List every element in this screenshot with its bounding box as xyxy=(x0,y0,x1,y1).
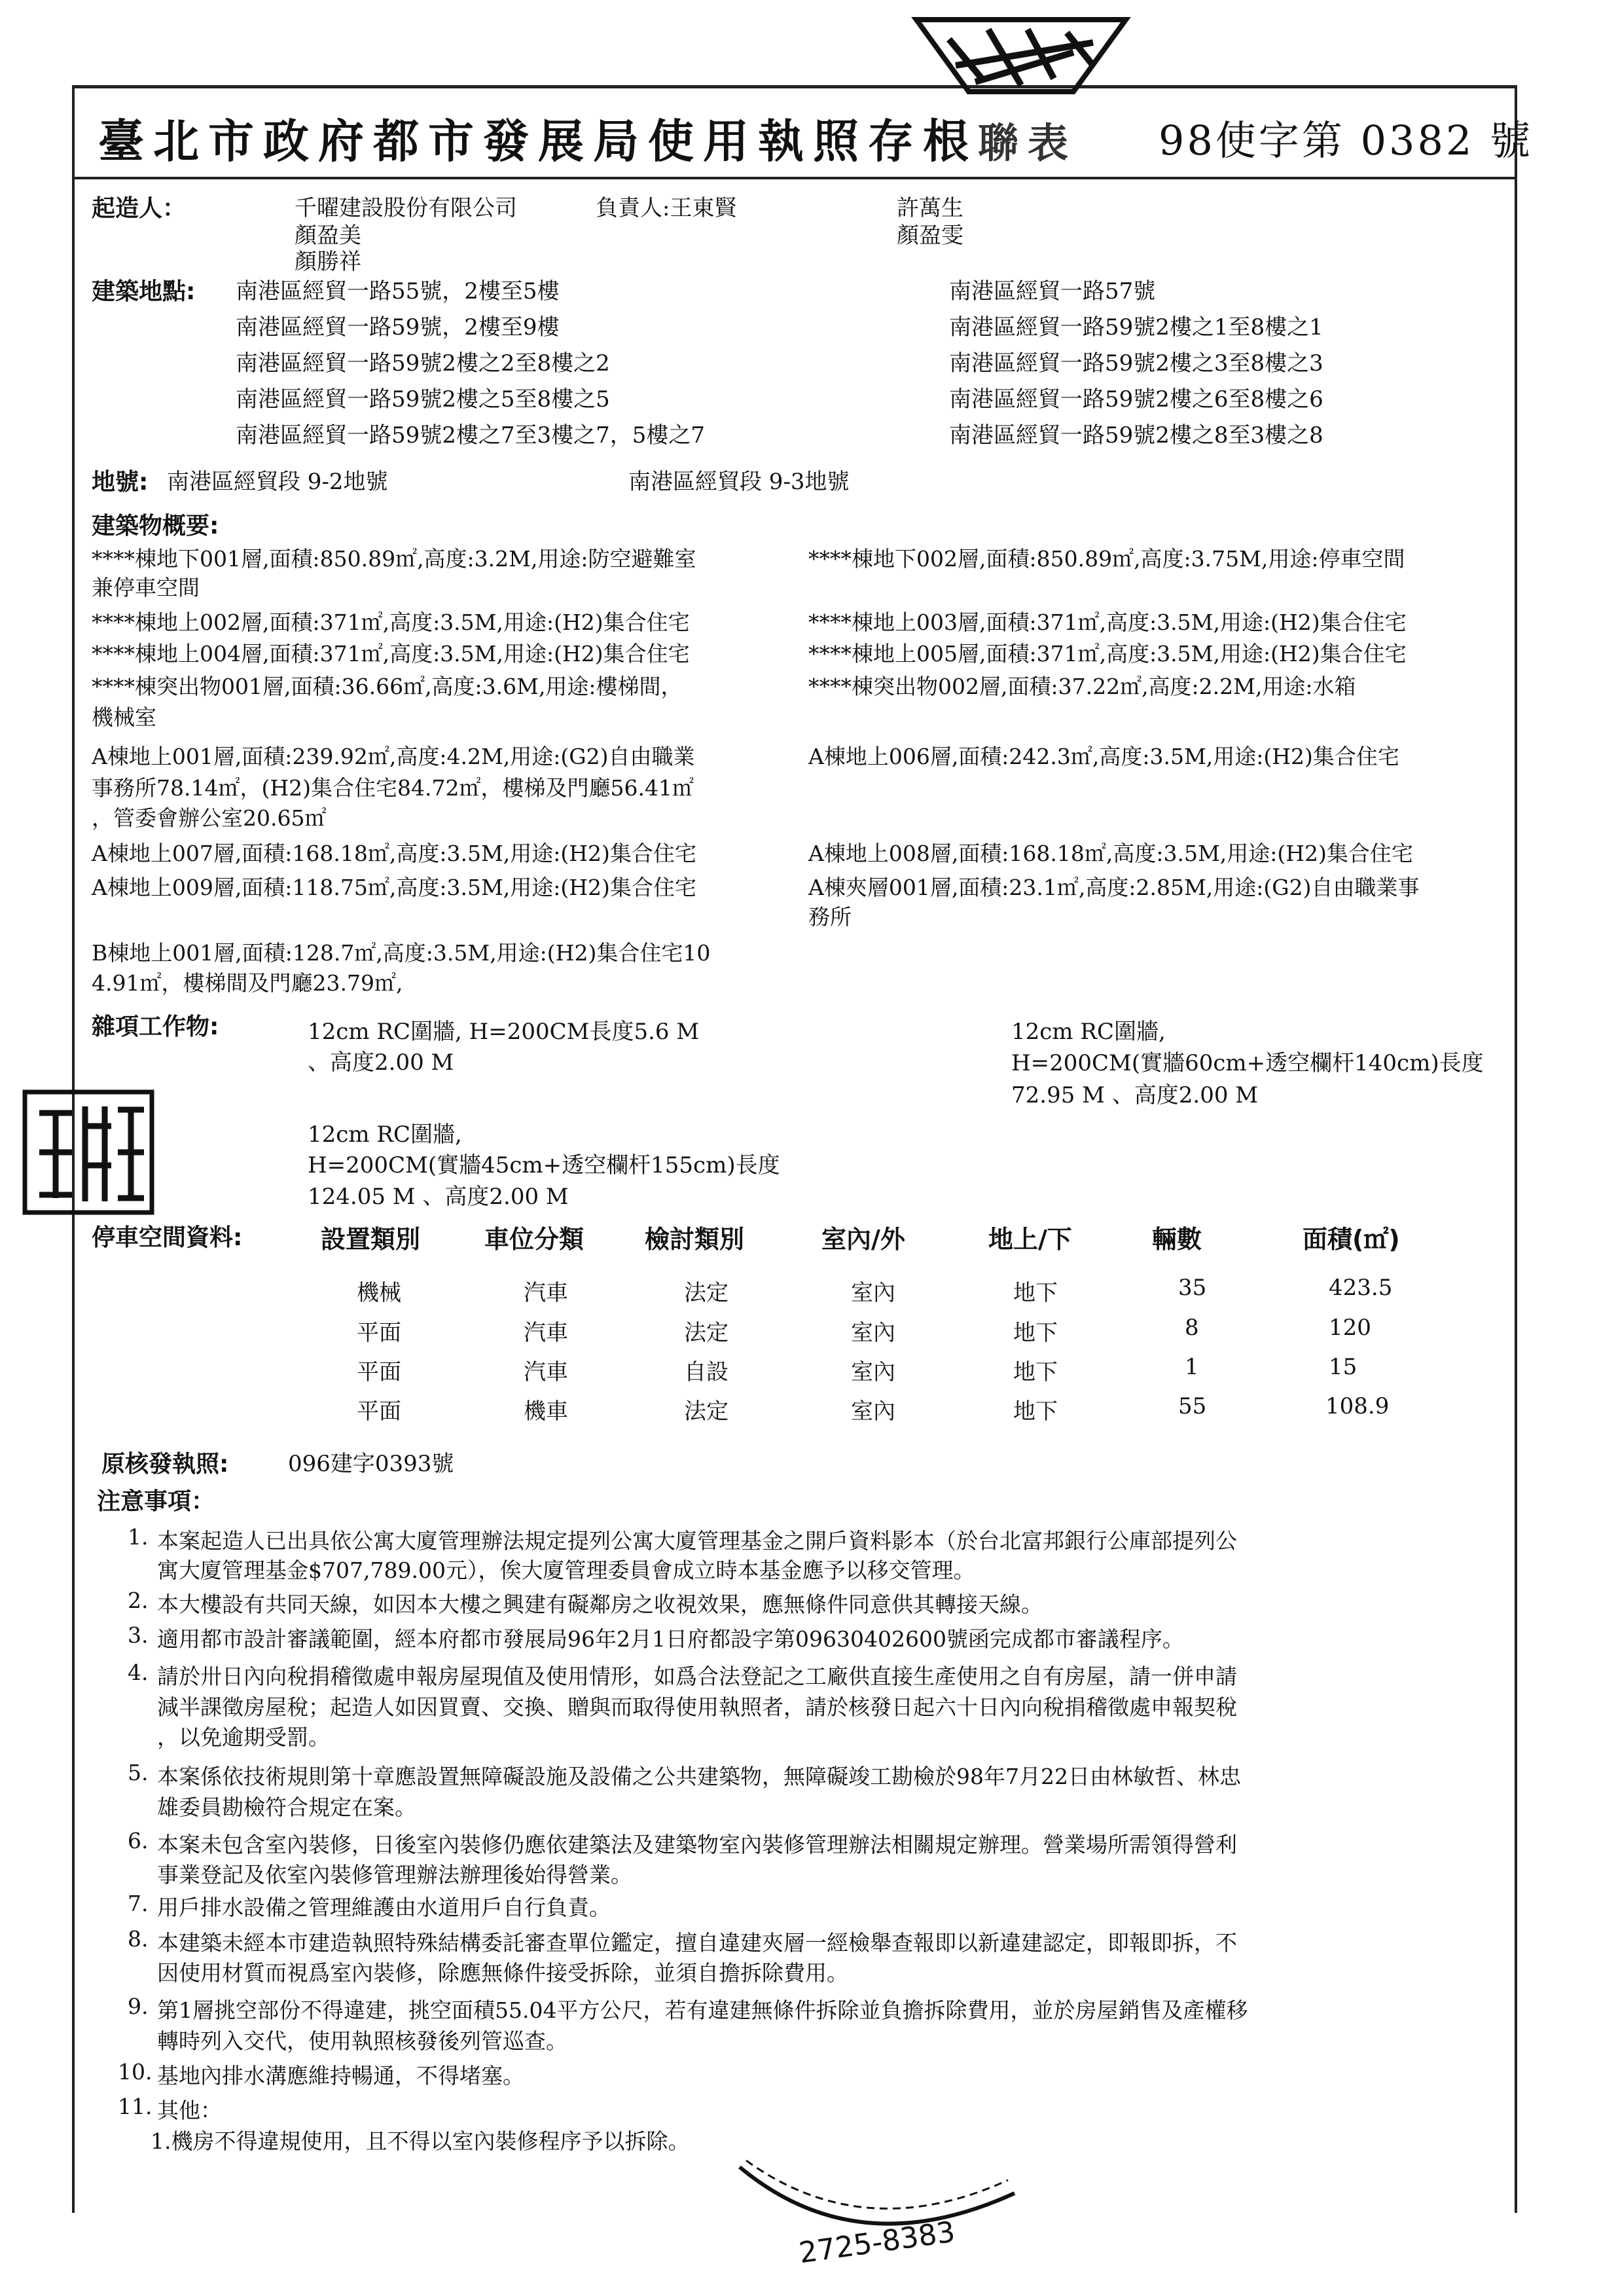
note-line: ，以免逾期受罰。 xyxy=(157,1724,330,1750)
overview-line: 機械室 xyxy=(92,704,156,730)
note-line: 本案係依技術規則第十章應設置無障礙設施及設備之公共建築物，無障礙竣工勘檢於98年7月22日由林敏哲、林忠 xyxy=(157,1764,1241,1789)
seal-stamp-left xyxy=(20,1087,157,1218)
parking-cell: 地下 xyxy=(1013,1398,1058,1425)
parking-cell: 機械 xyxy=(357,1280,401,1306)
parking-cell: 8 xyxy=(1185,1315,1199,1341)
overview-line: ****棟地上005層,面積:371㎡,高度:3.5M,用途:(H2)集合住宅 xyxy=(808,641,1407,666)
parking-cell: 汽車 xyxy=(524,1280,568,1306)
note-number: 3. xyxy=(128,1622,149,1648)
parking-cell: 15 xyxy=(1329,1354,1357,1380)
note-line: 本建築未經本市建造執照特殊結構委託審查單位鑑定，擅自違建夾層一經檢舉查報即以新違建認定，即報即拆，不 xyxy=(157,1930,1237,1956)
notes-label: 注意事項： xyxy=(97,1488,215,1515)
parking-cell: 55 xyxy=(1178,1393,1207,1419)
parking-header: 面積(㎡) xyxy=(1303,1225,1400,1254)
overview-line: A棟地上007層,面積:168.18㎡,高度:3.5M,用途:(H2)集合住宅 xyxy=(92,841,696,866)
builder-rep: 負責人:王東賢 xyxy=(596,195,737,221)
builder-name: 顏盈雯 xyxy=(897,223,963,249)
overview-line: 兼停車空間 xyxy=(92,575,200,600)
parking-cell: 室內 xyxy=(851,1280,895,1306)
note-line: 其他： xyxy=(157,2098,222,2123)
address-line: 南港區經貿一路59號2樓之3至8樓之3 xyxy=(949,350,1323,376)
misc-work-line: 12cm RC圍牆, xyxy=(308,1121,462,1148)
overview-line: 4.91㎡，樓梯間及門廳23.79㎡, xyxy=(92,970,403,996)
parking-cell: 室內 xyxy=(851,1398,895,1425)
parking-cell: 機車 xyxy=(524,1398,568,1425)
misc-work-line: 124.05 M 、高度2.00 M xyxy=(308,1184,569,1210)
parking-cell: 自設 xyxy=(684,1359,728,1385)
overview-line: ****棟突出物001層,面積:36.66㎡,高度:3.6M,用途:樓梯間， xyxy=(92,674,683,699)
parking-header: 設置類別 xyxy=(321,1225,421,1254)
original-permit-label: 原核發執照: xyxy=(101,1451,229,1478)
misc-works-label: 雜項工作物: xyxy=(92,1013,219,1040)
note-number: 9. xyxy=(128,1994,149,2019)
note-line: 減半課徵房屋稅；起造人如因買賣、交換、贈與而取得使用執照者，請於核發日起六十日內向稅捐稽徵處申報契稅 xyxy=(157,1694,1237,1720)
parking-cell: 423.5 xyxy=(1329,1275,1393,1301)
builder-company: 千曜建設股份有限公司 xyxy=(295,195,517,221)
overview-line: A棟地上001層,面積:239.92㎡,高度:4.2M,用途:(G2)自由職業 xyxy=(92,744,695,769)
overview-line: A棟地上006層,面積:242.3㎡,高度:3.5M,用途:(H2)集合住宅 xyxy=(808,744,1399,769)
builder-name: 許萬生 xyxy=(897,195,963,221)
parking-cell: 120 xyxy=(1329,1315,1371,1341)
overview-line: A棟夾層001層,面積:23.1㎡,高度:2.85M,用途:(G2)自由職業事 xyxy=(808,875,1420,900)
overview-line: B棟地上001層,面積:128.7㎡,高度:3.5M,用途:(H2)集合住宅10 xyxy=(92,940,711,966)
original-permit-value: 096建字0393號 xyxy=(288,1451,454,1477)
parking-label: 停車空間資料: xyxy=(92,1224,243,1251)
overview-line: ****棟地下001層,面積:850.89㎡,高度:3.2M,用途:防空避難室 xyxy=(92,546,696,572)
note-line: 適用都市設計審議範圍，經本府都市發展局96年2月1日府都設字第09630402600號函完成都市審議程序。 xyxy=(157,1626,1184,1652)
parking-cell: 法定 xyxy=(684,1280,728,1306)
note-number: 8. xyxy=(128,1926,149,1952)
note-line: 用戶排水設備之管理維護由水道用戶自行負責。 xyxy=(157,1895,611,1920)
note-line: 寓大廈管理基金$707,789.00元），俟大廈管理委員會成立時本基金應予以移交管理。 xyxy=(157,1558,975,1583)
overview-line: A棟地上009層,面積:118.75㎡,高度:3.5M,用途:(H2)集合住宅 xyxy=(92,875,696,900)
note-number: 11. xyxy=(118,2094,153,2119)
note-number: 5. xyxy=(128,1760,149,1785)
misc-work-line: 、高度2.00 M xyxy=(308,1049,454,1076)
address-line: 南港區經貿一路59號2樓之7至3樓之7，5樓之7 xyxy=(236,422,706,448)
address-line: 南港區經貿一路59號2樓之2至8樓之2 xyxy=(236,350,610,376)
parking-header: 輛數 xyxy=(1152,1225,1202,1254)
lot-number: 南港區經貿段 9-3地號 xyxy=(628,469,850,495)
note-line: 因使用材質而視爲室內裝修，除應無條件接受拆除，並須自擔拆除費用。 xyxy=(157,1960,848,1986)
address-line: 南港區經貿一路59號2樓之6至8樓之6 xyxy=(949,386,1323,412)
note-line: 第1層挑空部份不得違建，挑空面積55.04平方公尺，若有違建無條件拆除並負擔拆除費用，並於房屋銷售及產權移 xyxy=(157,1997,1248,2023)
parking-header: 車位分類 xyxy=(484,1225,584,1254)
note-line: 雄委員勘檢符合規定在案。 xyxy=(157,1795,416,1820)
parking-cell: 汽車 xyxy=(524,1359,568,1385)
overview-label: 建築物概要: xyxy=(92,513,219,539)
note-line: 請於卅日內向稅捐稽徵處申報房屋現值及使用情形，如爲合法登記之工廠供直接生產使用之自有房屋，請一併申請 xyxy=(157,1664,1237,1689)
note-line: 本案起造人已出具依公寓大廈管理辦法規定提列公寓大廈管理基金之開戶資料影本（於台北富邦銀行公庫部提列公 xyxy=(157,1528,1237,1554)
bottom-stamp xyxy=(727,2154,1028,2285)
title-rule xyxy=(72,177,1515,179)
parking-cell: 108.9 xyxy=(1325,1393,1390,1419)
address-line: 南港區經貿一路55號，2樓至5樓 xyxy=(236,278,560,304)
parking-header: 室內/外 xyxy=(821,1225,905,1254)
overview-line: ****棟地上002層,面積:371㎡,高度:3.5M,用途:(H2)集合住宅 xyxy=(92,610,690,635)
overview-line: ****棟地上003層,面積:371㎡,高度:3.5M,用途:(H2)集合住宅 xyxy=(808,610,1407,635)
builder-name: 顏勝祥 xyxy=(295,249,361,275)
note-line: 本大樓設有共同天線，如因本大樓之興建有礙鄰房之收視效果，應無條件同意供其轉接天線。 xyxy=(157,1592,1043,1617)
lot-number: 南港區經貿段 9-2地號 xyxy=(167,469,388,495)
address-label: 建築地點: xyxy=(92,278,196,305)
parking-header: 檢討類別 xyxy=(645,1225,745,1254)
lot-label: 地號: xyxy=(92,469,149,496)
parking-cell: 1 xyxy=(1185,1354,1199,1380)
note-number: 7. xyxy=(128,1891,149,1916)
note-number: 4. xyxy=(128,1660,149,1685)
overview-line: 事務所78.14㎡，(H2)集合住宅84.72㎡，樓梯及門廳56.41㎡ xyxy=(92,775,694,801)
parking-cell: 35 xyxy=(1178,1275,1207,1301)
note-line: 本案未包含室內裝修，日後室內裝修仍應依建築法及建築物室內裝修管理辦法相關規定辦理。營業場所需領得營利 xyxy=(157,1832,1237,1857)
overview-line: ，管委會辦公室20.65㎡ xyxy=(92,805,327,831)
builders-label: 起造人： xyxy=(92,195,187,222)
note-line: 轉時列入交代，使用執照核發後列管巡查。 xyxy=(157,2028,567,2054)
misc-work-line: 12cm RC圍牆, H=200CM長度5.6 M xyxy=(308,1019,700,1045)
misc-work-line: H=200CM(實牆45cm+透空欄杆155cm)長度 xyxy=(308,1152,780,1178)
permit-number: 98使字第 0382 號 xyxy=(1159,117,1534,164)
page-title: 臺北市政府都市發展局使用執照存根聯表 xyxy=(98,114,1078,168)
address-line: 南港區經貿一路59號2樓之5至8樓之5 xyxy=(236,386,610,412)
address-line: 南港區經貿一路59號2樓之1至8樓之1 xyxy=(949,314,1323,340)
note-number: 6. xyxy=(128,1828,149,1853)
note-number: 10. xyxy=(118,2059,153,2085)
note-line: 基地內排水溝應維持暢通，不得堵塞。 xyxy=(157,2063,524,2088)
misc-work-line: 72.95 M 、高度2.00 M xyxy=(1011,1082,1259,1108)
parking-cell: 平面 xyxy=(357,1398,401,1425)
builder-name: 顏盈美 xyxy=(295,223,361,249)
parking-cell: 法定 xyxy=(684,1320,728,1346)
stamp-number: 2725-8383 xyxy=(797,2215,958,2270)
overview-line: ****棟突出物002層,面積:37.22㎡,高度:2.2M,用途:水箱 xyxy=(808,674,1356,699)
address-line: 南港區經貿一路57號 xyxy=(949,278,1156,304)
top-rule xyxy=(72,85,1515,88)
note-sub-item: 1.機房不得違規使用，且不得以室內裝修程序予以拆除。 xyxy=(151,2128,690,2154)
overview-line: A棟地上008層,面積:168.18㎡,高度:3.5M,用途:(H2)集合住宅 xyxy=(808,841,1413,866)
address-line: 南港區經貿一路59號，2樓至9樓 xyxy=(236,314,560,340)
parking-cell: 平面 xyxy=(357,1320,401,1346)
parking-cell: 室內 xyxy=(851,1320,895,1346)
misc-work-line: 12cm RC圍牆, xyxy=(1011,1019,1166,1045)
overview-line: ****棟地下002層,面積:850.89㎡,高度:3.75M,用途:停車空間 xyxy=(808,546,1405,572)
overview-line: ****棟地上004層,面積:371㎡,高度:3.5M,用途:(H2)集合住宅 xyxy=(92,641,690,666)
parking-cell: 平面 xyxy=(357,1359,401,1385)
misc-work-line: H=200CM(實牆60cm+透空欄杆140cm)長度 xyxy=(1011,1050,1484,1076)
address-line: 南港區經貿一路59號2樓之8至3樓之8 xyxy=(949,422,1323,448)
parking-header: 地上/下 xyxy=(988,1225,1072,1254)
parking-cell: 地下 xyxy=(1013,1280,1058,1306)
overview-line: 務所 xyxy=(808,904,852,930)
note-number: 1. xyxy=(128,1524,149,1550)
parking-cell: 室內 xyxy=(851,1359,895,1385)
parking-cell: 地下 xyxy=(1013,1359,1058,1385)
parking-cell: 汽車 xyxy=(524,1320,568,1346)
parking-cell: 法定 xyxy=(684,1398,728,1425)
parking-cell: 地下 xyxy=(1013,1320,1058,1346)
note-line: 事業登記及依室內裝修管理辦法辦理後始得營業。 xyxy=(157,1862,632,1887)
seal-stamp-top xyxy=(910,13,1132,98)
note-number: 2. xyxy=(128,1588,149,1613)
